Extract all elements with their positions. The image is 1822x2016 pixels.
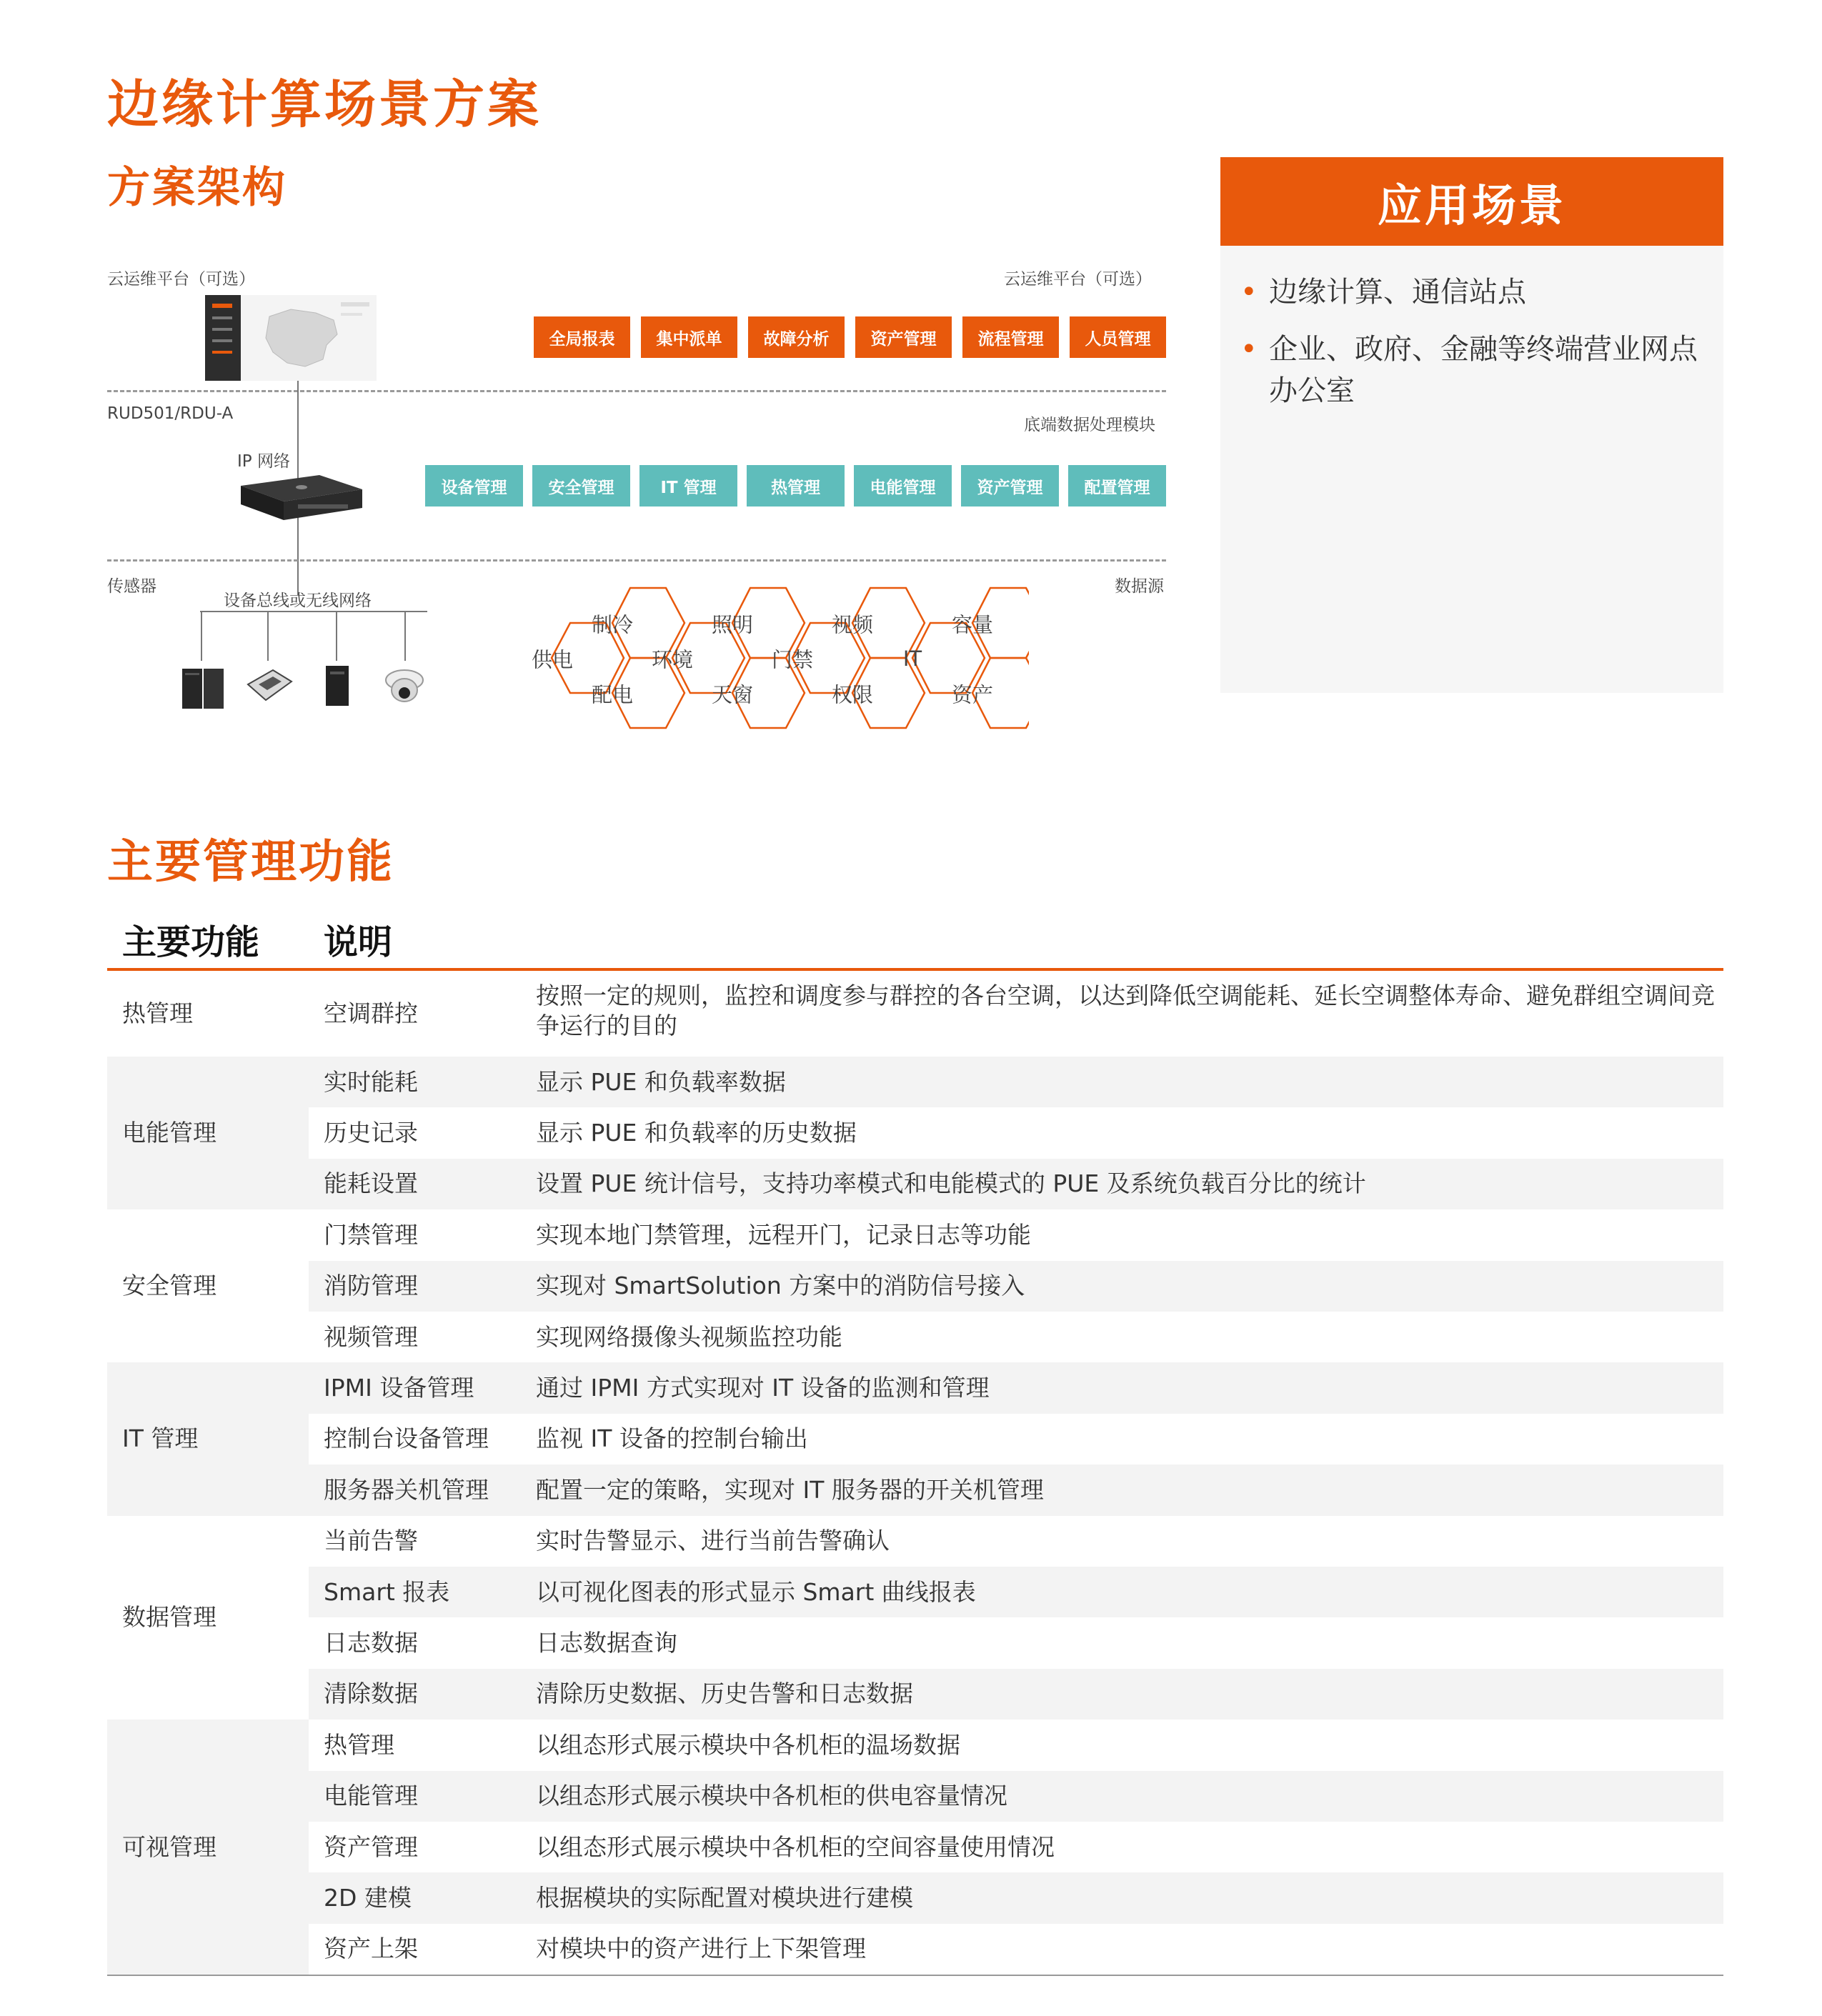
hex-label-lighting: 照明 <box>711 612 753 637</box>
category-cell <box>107 1720 309 1975</box>
category-label: 可视管理 <box>122 1832 216 1861</box>
application-item <box>1235 271 1706 313</box>
category-cell <box>107 1516 309 1720</box>
function-name: Smart 报表 <box>324 1577 450 1606</box>
table-row <box>309 1312 1723 1362</box>
category-label: 数据管理 <box>122 1603 216 1632</box>
category-label: IT 管理 <box>122 1424 199 1453</box>
hex-label-skylight: 天窗 <box>711 682 753 707</box>
table-row <box>309 1669 1723 1720</box>
table-row <box>309 1924 1723 1975</box>
function-description: 按照一定的规则，监控和调度参与群控的各台空调，以达到降低空调能耗、延长空调整体寿命、避免群组空调间竞争运行的目的 <box>536 982 1715 1039</box>
bus-drop-line <box>201 611 202 661</box>
category-cell <box>107 1057 309 1209</box>
hex-label-asset: 资产 <box>951 682 993 707</box>
function-name: 空调群控 <box>324 999 418 1027</box>
function-description: 通过 IPMI 方式实现对 IT 设备的监测和管理 <box>536 1374 990 1402</box>
cloud-label-left: 云运维平台（可选） <box>107 270 255 289</box>
cloud-button-fault-analysis: 故障分析 <box>748 316 845 358</box>
cloud-button-staff-mgmt: 人员管理 <box>1070 316 1166 358</box>
function-description: 以组态形式展示模块中各机柜的温场数据 <box>536 1730 960 1759</box>
function-description: 根据模块的实际配置对模块进行建模 <box>536 1884 913 1912</box>
table-row <box>309 1516 1723 1567</box>
application-item-text: 企业、政府、金融等终端营业网点办公室 <box>1269 333 1698 407</box>
function-name: 2D 建模 <box>324 1884 412 1912</box>
hex-label-permission: 权限 <box>831 682 873 707</box>
module-button-security-mgmt: 安全管理 <box>532 465 630 507</box>
bus-drop-line <box>267 611 269 661</box>
header-description: 说明 <box>324 922 393 962</box>
platform-content <box>241 295 377 381</box>
controller-sensor-icon <box>323 664 352 709</box>
bullet-icon: • <box>1240 333 1258 366</box>
bus-drop-line <box>404 611 406 661</box>
function-name: 消防管理 <box>324 1272 418 1300</box>
function-description: 配置一定的策略，实现对 IT 服务器的开关机管理 <box>536 1475 1044 1504</box>
platform-sidebar-item <box>212 328 232 331</box>
function-name: 资产上架 <box>324 1935 418 1963</box>
table-row <box>309 1872 1723 1923</box>
platform-sidebar <box>205 295 241 381</box>
category-label: 热管理 <box>122 999 193 1027</box>
module-button-power-mgmt: 电能管理 <box>854 465 952 507</box>
module-button-config-mgmt: 配置管理 <box>1068 465 1166 507</box>
function-name: 视频管理 <box>324 1322 418 1351</box>
cloud-button-global-report: 全局报表 <box>534 316 630 358</box>
application-header: 应用场景 <box>1220 157 1723 246</box>
hex-label-distribution: 配电 <box>591 682 633 707</box>
cloud-button-dispatch: 集中派单 <box>641 316 737 358</box>
table-row <box>309 971 1723 1057</box>
sensor-label: 传感器 <box>107 577 156 596</box>
function-description: 日志数据查询 <box>536 1629 677 1657</box>
platform-sidebar-item <box>212 339 232 342</box>
cloud-button-asset-mgmt: 资产管理 <box>855 316 952 358</box>
function-name: 资产管理 <box>324 1832 418 1861</box>
hex-label-it: IT <box>902 647 922 671</box>
architecture-diagram <box>0 0 1215 757</box>
application-list <box>1235 271 1706 427</box>
page-title: 边缘计算场景方案 <box>107 74 542 134</box>
table-row <box>309 1567 1723 1617</box>
function-description: 监视 IT 设备的控制台输出 <box>536 1424 808 1453</box>
temperature-sensor-icon <box>244 664 294 707</box>
function-name: 热管理 <box>324 1730 394 1759</box>
application-item <box>1235 329 1706 411</box>
table-row <box>309 1057 1723 1107</box>
category-label: 电能管理 <box>122 1119 216 1147</box>
function-name: 服务器关机管理 <box>324 1475 489 1504</box>
function-description: 清除历史数据、历史告警和日志数据 <box>536 1680 913 1708</box>
hex-label-access-control: 门禁 <box>771 647 813 672</box>
table-row <box>309 1771 1723 1822</box>
hex-label-video: 视频 <box>831 612 873 637</box>
datasource-label: 数据源 <box>1115 577 1164 596</box>
module-button-device-mgmt: 设备管理 <box>425 465 523 507</box>
table-row <box>309 1617 1723 1668</box>
rdu-device-icon <box>234 471 366 529</box>
function-description: 显示 PUE 和负载率的历史数据 <box>536 1119 857 1147</box>
camera-icon <box>382 666 427 707</box>
function-name: IPMI 设备管理 <box>324 1374 474 1402</box>
module-button-asset-mgmt: 资产管理 <box>961 465 1059 507</box>
header-main-function: 主要功能 <box>122 922 260 962</box>
table-row <box>309 1159 1723 1209</box>
table-row <box>309 1720 1723 1770</box>
platform-sidebar-item <box>212 351 232 354</box>
category-cell <box>107 1362 309 1515</box>
table-row <box>309 1362 1723 1413</box>
application-panel <box>1220 157 1723 693</box>
cloud-button-process-mgmt: 流程管理 <box>962 316 1059 358</box>
function-description: 实时告警显示、进行当前告警确认 <box>536 1527 890 1555</box>
platform-sidebar-item <box>212 304 232 308</box>
function-name: 日志数据 <box>324 1629 418 1657</box>
table-row <box>309 1464 1723 1515</box>
table-row <box>309 1209 1723 1260</box>
platform-sidebar-item <box>212 316 232 319</box>
bullet-icon: • <box>1240 276 1258 309</box>
bus-label: 设备总线或无线网络 <box>224 592 372 610</box>
function-name: 控制台设备管理 <box>324 1424 489 1453</box>
function-description: 以组态形式展示模块中各机柜的供电容量情况 <box>536 1782 1007 1810</box>
function-description: 实现本地门禁管理，远程开门，记录日志等功能 <box>536 1220 1031 1249</box>
hex-label-environment: 环境 <box>651 647 693 672</box>
application-item-text: 边缘计算、通信站点 <box>1269 276 1526 309</box>
hex-label-cooling: 制冷 <box>591 612 633 637</box>
china-map-icon <box>241 295 377 381</box>
function-description: 显示 PUE 和负载率数据 <box>536 1067 786 1096</box>
cabinet-sensor-icon <box>181 664 228 712</box>
function-name: 历史记录 <box>324 1119 418 1147</box>
function-description: 对模块中的资产进行上下架管理 <box>536 1935 866 1963</box>
table-row <box>309 1822 1723 1872</box>
module-label: 底端数据处理模块 <box>1024 416 1155 434</box>
dashed-divider <box>107 559 1166 562</box>
function-name: 当前告警 <box>324 1527 418 1555</box>
table-bottom-border <box>107 1975 1723 1976</box>
function-name: 能耗设置 <box>324 1169 418 1198</box>
category-label: 安全管理 <box>122 1272 216 1300</box>
category-cell <box>107 1209 309 1362</box>
function-name: 清除数据 <box>324 1680 418 1708</box>
hex-label-power-supply: 供电 <box>531 647 573 672</box>
table-row <box>309 1107 1723 1158</box>
module-button-it-mgmt: IT 管理 <box>639 465 737 507</box>
cloud-label-right: 云运维平台（可选） <box>1004 270 1152 289</box>
table-header <box>107 907 1723 971</box>
device-label: RUD501/RDU-A <box>107 404 234 423</box>
bus-drop-line <box>336 611 337 661</box>
module-button-thermal-mgmt: 热管理 <box>747 465 845 507</box>
ip-network-label: IP 网络 <box>237 452 290 471</box>
function-description: 实现网络摄像头视频监控功能 <box>536 1322 842 1351</box>
dashed-divider <box>107 390 1166 392</box>
function-description: 以组态形式展示模块中各机柜的空间容量使用情况 <box>536 1832 1055 1861</box>
hex-label-capacity: 容量 <box>951 612 993 637</box>
table-row <box>309 1414 1723 1464</box>
function-description: 实现对 SmartSolution 方案中的消防信号接入 <box>536 1272 1025 1300</box>
category-cell <box>107 971 309 1057</box>
function-description: 设置 PUE 统计信号，支持功率模式和电能模式的 PUE 及系统负载百分比的统计 <box>536 1169 1366 1198</box>
function-name: 门禁管理 <box>324 1220 418 1249</box>
function-description: 以可视化图表的形式显示 Smart 曲线报表 <box>536 1577 976 1606</box>
function-name: 实时能耗 <box>324 1067 418 1096</box>
bus-line <box>200 611 427 612</box>
function-name: 电能管理 <box>324 1782 418 1810</box>
functions-title: 主要管理功能 <box>107 836 394 889</box>
architecture-title: 方案架构 <box>107 163 287 213</box>
platform-screenshot <box>205 295 377 381</box>
table-row <box>309 1261 1723 1312</box>
